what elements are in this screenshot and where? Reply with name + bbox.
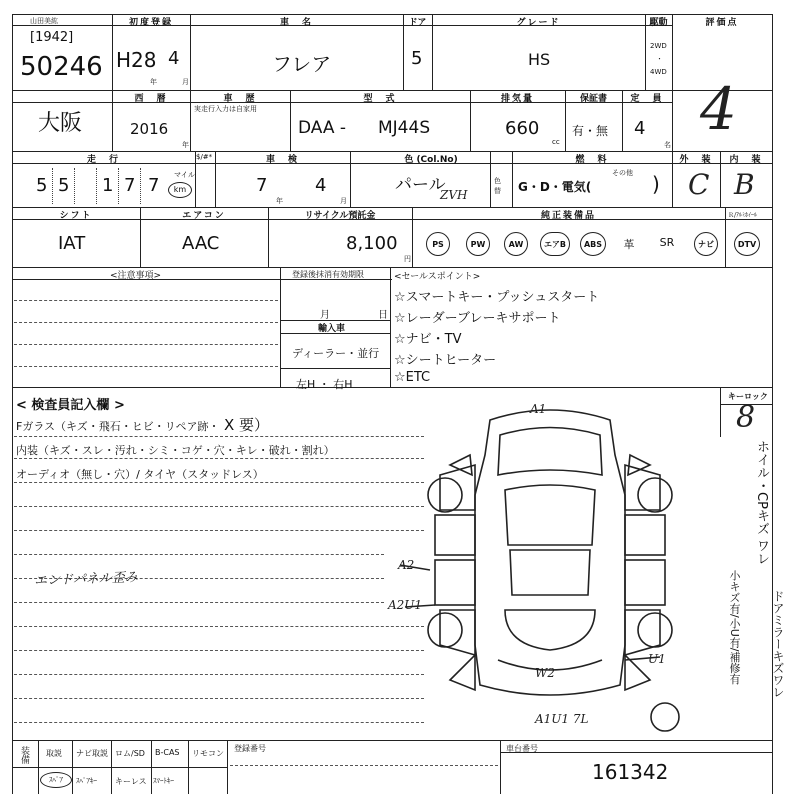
western-header: 西 暦 [134,94,168,104]
equip-leather: 革 [623,238,635,251]
mark-right-rear: U1 [648,652,666,666]
color-header: 色 (Col.No) [404,155,458,165]
fuel-close: ) [652,172,660,196]
inspector-hand-note: エンドパネル歪み [33,570,139,589]
recycle: 8,100 [346,233,398,254]
equip-airbag: エアB [540,232,570,256]
equip-sr: SR [659,236,675,249]
grade: HS [528,50,551,69]
equip-ps: PS [426,232,450,256]
color-code: ZVH [440,188,468,202]
inspector-interior: 内装（キズ・スレ・汚れ・シミ・コゲ・穴・キレ・破れ・割れ） [16,444,335,457]
year-suffix: 年 [182,141,189,149]
mark-left-mid: A2U1 [388,598,423,612]
chassis-number: 161342 [592,760,669,784]
mileage-unit: km [173,185,187,194]
recycle-unit: 円 [404,255,411,263]
inspection-year: 7 [256,175,268,196]
keylock-header: キーロック [728,392,768,401]
mark-rear: W2 [535,666,555,680]
equipment-header: 純正装備品 [540,211,596,221]
inspection-header: 車 検 [265,155,299,165]
reg-handle: 左H ・ 右H [296,378,353,391]
bottom-item-7: キーレス [115,777,147,786]
lot-bracket: [1942] [30,30,74,45]
aircon: AAC [182,233,220,254]
location: 大阪 [38,111,83,136]
insp-year-unit: 年 [276,197,283,205]
score: 4 [700,75,737,143]
cc-unit: cc [552,138,560,146]
equip-dtv: DTV [734,232,760,256]
doors-header: ドア [408,18,427,28]
top-note: 山田美紘 [30,17,58,25]
car-damage-diagram [380,395,720,735]
color-change: 色替 [494,177,501,195]
fuel-other: その他 [612,169,633,177]
equip-col-label: 装備 [19,746,29,764]
car-name-header: 車 名 [279,18,313,28]
doors: 5 [411,48,423,69]
history-header: 車 歴 [223,94,257,104]
bottom-circled-label: ｽﾍﾟｱ [49,776,63,784]
inspection-month: 4 [315,175,327,196]
seats-unit: 名 [664,141,671,149]
reg-dealer: ディーラー・並行 [292,347,380,360]
shift-header: シフト [59,211,93,221]
mark-left-front: A2 [398,558,415,572]
model: MJ44S [378,118,431,138]
inspector-glass: Fガラス（キズ・飛石・ヒビ・リペア跡・ [16,420,220,433]
equip-aw: AW [504,232,528,256]
bottom-item-6: ｽﾍﾟｱｷｰ [76,777,97,785]
score-header: 評価点 [705,18,739,28]
sales-point-4: ☆シートヒーター [394,353,497,368]
exterior-header: 外 装 [679,155,713,165]
sales-point-5: ☆ETC [394,370,431,385]
mileage-digit-1: 5 [36,175,48,196]
vertical-note-3: 小キズ有/小U有/補修有 [728,570,741,685]
displacement: 660 [505,118,540,139]
reg-month: 月 [320,310,330,321]
mileage-digit-4: 7 [124,175,136,196]
month-unit: 月 [182,78,189,86]
first-reg-header: 初度登録 [128,18,173,28]
drive-dot: ・ [656,55,663,63]
first-reg-era: H28 [116,48,157,72]
ss-header: $/#* [196,153,213,161]
vertical-note-2: ドアミラーキズワレ [771,590,785,698]
seats: 4 [634,118,646,139]
mileage-digit-2: 5 [58,175,70,196]
year-unit: 年 [150,78,157,86]
fuel: G・D・電気( [518,180,592,194]
reg-day: 日 [378,310,388,321]
mark-rear-bottom: A1U1 7L [535,712,589,726]
displacement-header: 排気量 [500,94,534,104]
model-header: 型 式 [363,94,397,104]
shift: IAT [58,233,86,254]
bottom-item-4: B-CAS [155,748,180,757]
inspector-audio: オーディオ（無し・穴）/ タイヤ（スタッドレス） [16,468,264,481]
fuel-header: 燃 料 [575,155,609,165]
drive-2wd: 2WD [650,42,667,50]
sales-point-2: ☆レーダーブレーキサポート [394,311,561,326]
grade-header: グレード [516,18,561,28]
bottom-circled [40,772,72,788]
import-header: 輸入車 [318,324,346,334]
car-name: フレア [272,52,332,76]
year: 2016 [130,120,169,138]
equip-navi: ナビ [694,232,718,256]
chassis-no-header: 車台番号 [506,744,538,753]
mileage-digit-5: 7 [148,175,160,196]
equip-abs: ABS [580,232,606,256]
drive-header: 駆動 [649,18,668,28]
capacity-header: 定 員 [630,94,664,104]
mark-front: A1 [530,402,547,416]
exterior-grade: C [688,168,710,201]
bottom-item-5: リモコン [192,749,224,758]
notes-header: <注意事項> [110,271,162,281]
keylock-value: 8 [736,400,756,435]
warranty-header: 保証書 [579,94,607,104]
bottom-item-2: ナビ取説 [76,749,108,758]
reg-expiry-header: 登録後抹消有効期限 [292,270,364,279]
reg-no-header: 登録番号 [234,744,266,753]
interior-grade: B [734,168,755,201]
vertical-note-1: ホイル・CPキズ ワレ [754,440,769,566]
mileage-digit-3: 1 [102,175,114,196]
equip-pw: PW [466,232,490,256]
color: パール [395,175,446,195]
km-circle [168,182,192,198]
interior-header: 内 装 [729,155,763,165]
bottom-item-1: 取説 [46,749,62,758]
sales-point-1: ☆スマートキー・プッシュスタート [394,290,600,305]
recycle-header: リサイクル預託金 [304,211,376,221]
sales-point-3: ☆ナビ・TV [394,332,462,347]
model-prefix: DAA - [298,118,347,138]
warranty: 有・無 [572,124,609,138]
insp-month-unit: 月 [340,197,347,205]
mileage-header: 走 行 [86,155,120,165]
bottom-item-8: ｽﾏｰﾄｷｰ [153,777,174,785]
bottom-item-3: ロム/SD [115,749,145,758]
lot-number: 50246 [20,52,103,82]
drive-4wd: 4WD [650,68,667,76]
first-reg-month: 4 [168,48,180,69]
aircon-header: エアコン [182,211,226,221]
inspector-header: < 検査員記入欄 > [16,398,125,413]
inspector-glass-mark: X 要） [224,416,270,434]
mileage-unit-top: マイル [174,171,195,179]
aero-header: Ｒ/ｱﾙﾐﾎｲｰﾙ [728,212,758,219]
history-note: 実走行入力は自家用 [194,105,257,113]
sales-points-header: <セールスポイント> [394,272,481,282]
